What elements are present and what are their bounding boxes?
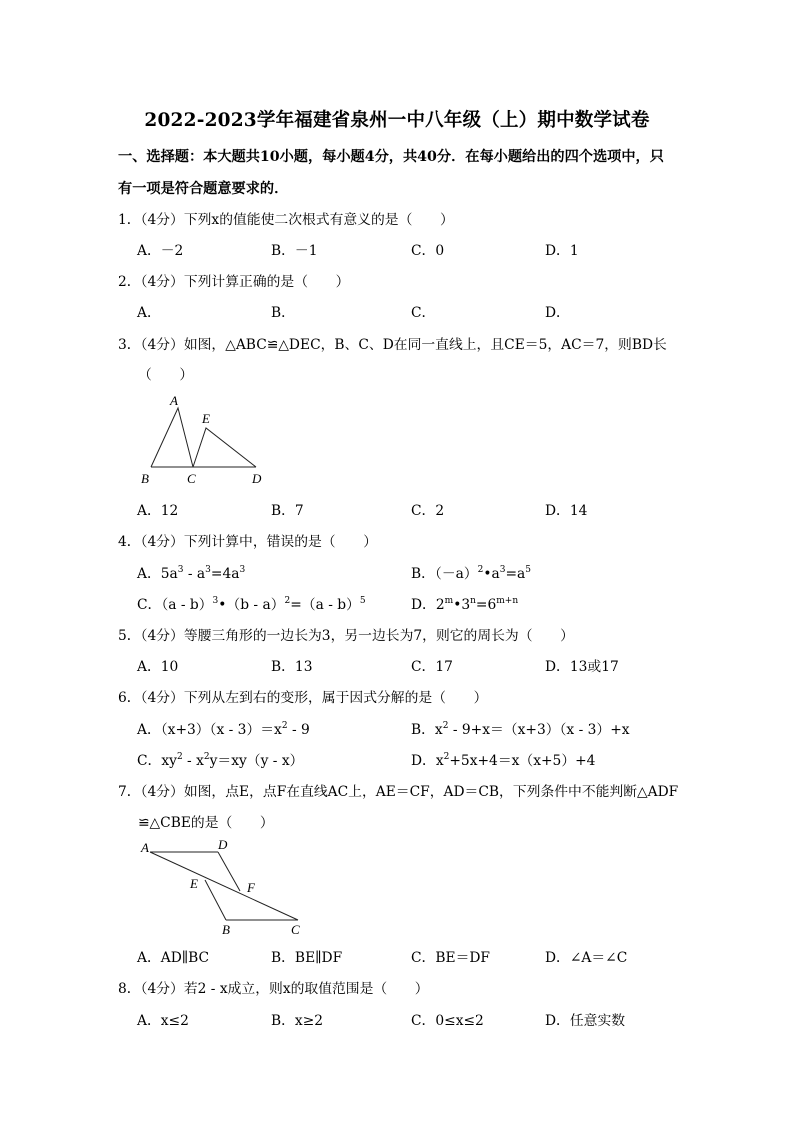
q7-option-d: D．∠A＝∠C [545,950,628,966]
q7-option-b: B．BE∥DF [271,950,343,966]
label-d: D [252,471,262,486]
q7-stem-continued: ≌△CBE的是（ ） [138,815,274,831]
q5-option-b: B．13 [271,659,313,675]
q8-option-c: C．0≤x≤2 [411,1013,484,1029]
q4-stem: 4．（4分）下列计算中，错误的是（ ） [118,534,377,550]
q4-option-c: C．（a - b）$^3$•（b - a）$^2$=（a - b）$^5$ [137,596,366,613]
q3-option-a: A．12 [137,503,179,519]
q3-triangle-figure [136,390,276,488]
label-e: E [190,876,198,891]
q5-option-c: C．17 [411,659,453,675]
q1-option-d: D．1 [545,243,579,259]
label-c: C [187,471,196,486]
q2-stem: 2．（4分）下列计算正确的是（ ） [118,274,350,290]
paper-title: 2022-2023学年福建省泉州一中八年级（上）期中数学试卷 [144,110,650,131]
q2-option-c: C． [411,305,436,321]
label-e: E [202,411,210,426]
q6-option-c: C．$xy^2 - x^2y=xy(y - x)$ [137,752,304,769]
q1-option-c: C．0 [411,243,445,259]
q2-option-b: B． [271,305,295,321]
q1-option-b: B．－1 [271,243,318,259]
q4-option-d: D．$2^m•3^n=6^{m+n}$ [411,596,519,613]
q7-option-c: C．BE＝DF [411,950,490,966]
q6-option-a: A．$(x+3)(x - 3)=x^2 - 9$ [137,721,310,738]
q4-option-a: A．$5a^3 - a^3=4a^3$ [137,565,246,582]
q7-option-a: A．AD∥BC [137,950,210,966]
section-header-line2: 有一项是符合题意要求的． [118,181,289,197]
q3-option-c: C．2 [411,503,445,519]
q4-option-b: B．$(-a)^2•a^3=a^5$ [411,565,532,582]
q3-stem-continued: （ ） [138,367,194,383]
q7-stem: 7．（4分）如图，点E，点F在直线AC上，AE＝CF，AD＝CB，下列条件中不能判断△ADF [118,784,679,800]
label-d: D [218,837,228,852]
q3-stem: 3．（4分）如图，△ABC≌△DEC，B、C、D在同一直线上，且CE＝5，AC＝7，则BD长 [118,337,667,353]
q5-option-d: D．13或17 [545,659,619,675]
label-c: C [291,922,300,937]
q3-option-b: B．7 [271,503,304,519]
label-f: F [247,880,255,895]
q1-option-a: A．－2 [137,243,184,259]
triangle-dec [193,428,256,467]
q7-figure [136,834,308,938]
q8-option-a: A．x≤2 [137,1013,189,1029]
q6-option-d: D．$x^2+5x+4=x(x+5)+4$ [411,752,596,769]
q8-option-d: D．任意实数 [545,1013,626,1029]
q8-option-b: B．x≥2 [271,1013,324,1029]
section-header-line1: 一、选择题：本大题共10小题，每小题4分，共40分．在每小题给出的四个选项中，只 [118,149,664,165]
label-a: A [141,840,149,855]
q6-stem: 6．（4分）下列从左到右的变形，属于因式分解的是（ ） [118,690,488,706]
q2-option-a: A． [137,305,161,321]
q8-stem: 8．（4分）若2 - x成立，则x的取值范围是（ ） [118,981,429,997]
q5-stem: 5．（4分）等腰三角形的一边长为3，另一边长为7，则它的周长为（ ） [118,628,574,644]
triangle-abc [151,408,193,467]
q1-stem: 1．（4分）下列x的值能使二次根式有意义的是（ ） [118,212,454,228]
label-b: B [141,471,149,486]
q5-option-a: A．10 [137,659,179,675]
label-b: B [222,922,230,937]
q6-option-b: B．$x^2 - 9+x=(x+3)(x - 3)+x$ [411,721,630,738]
q3-option-d: D．14 [545,503,588,519]
q2-option-d: D． [545,305,570,321]
label-a: A [170,393,178,408]
